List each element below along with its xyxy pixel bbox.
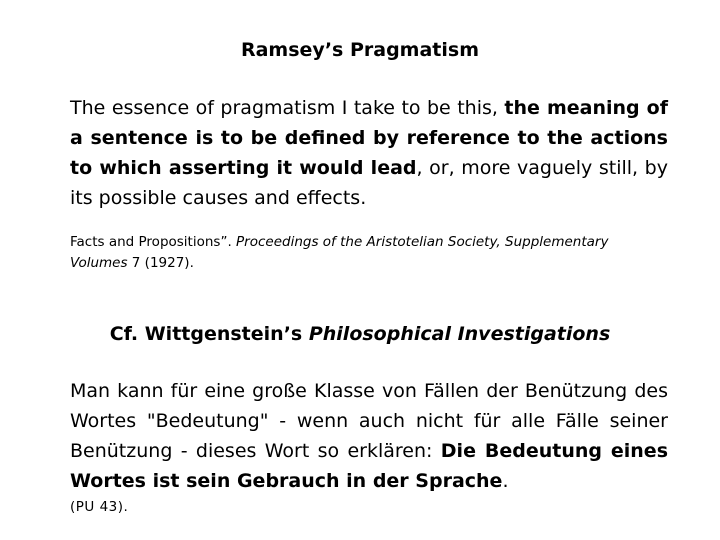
wittgenstein-quote [70, 376, 668, 496]
comparison-heading-plain: Cf. Wittgenstein’s [109, 323, 309, 345]
ramsey-quote-bold: the meaning of a sentence is to be defined by reference to the actions to which asserting it would lead [70, 97, 668, 179]
comparison-heading-italic: Philosophical Investigations [308, 323, 611, 345]
comparison-heading [0, 322, 720, 346]
ramsey-citation [70, 232, 668, 274]
slide-title: Ramsey’s Pragmatism [240, 39, 479, 61]
wittgenstein-quote-bold: Die Bedeutung eines Wortes ist sein Gebrauch in der Sprache [70, 440, 669, 492]
ramsey-quote-text-1: The essence of pragmatism I take to be this, [70, 97, 505, 119]
ramsey-citation-journal: Proceedings of the Aristotelian Society, Supplementary Volumes [70, 234, 609, 271]
ramsey-quote [70, 93, 668, 213]
wittgenstein-quote-text-2: . [502, 470, 509, 492]
ramsey-citation-plain-1: Facts and Propositions”. [70, 234, 237, 250]
wittgenstein-citation: (PU 43). [70, 499, 129, 515]
ramsey-citation-plain-2: 7 (1927). [127, 255, 194, 271]
ramsey-quote-text-2: , or, more vaguely still, by its possible causes and effects. [70, 157, 668, 209]
wittgenstein-quote-text-1: Man kann für eine große Klasse von Fällen der Benützung des Wortes "Bedeutung" - wenn auch nicht für alle Fälle seiner Benützung - dieses Wort so erklären: [70, 380, 668, 462]
